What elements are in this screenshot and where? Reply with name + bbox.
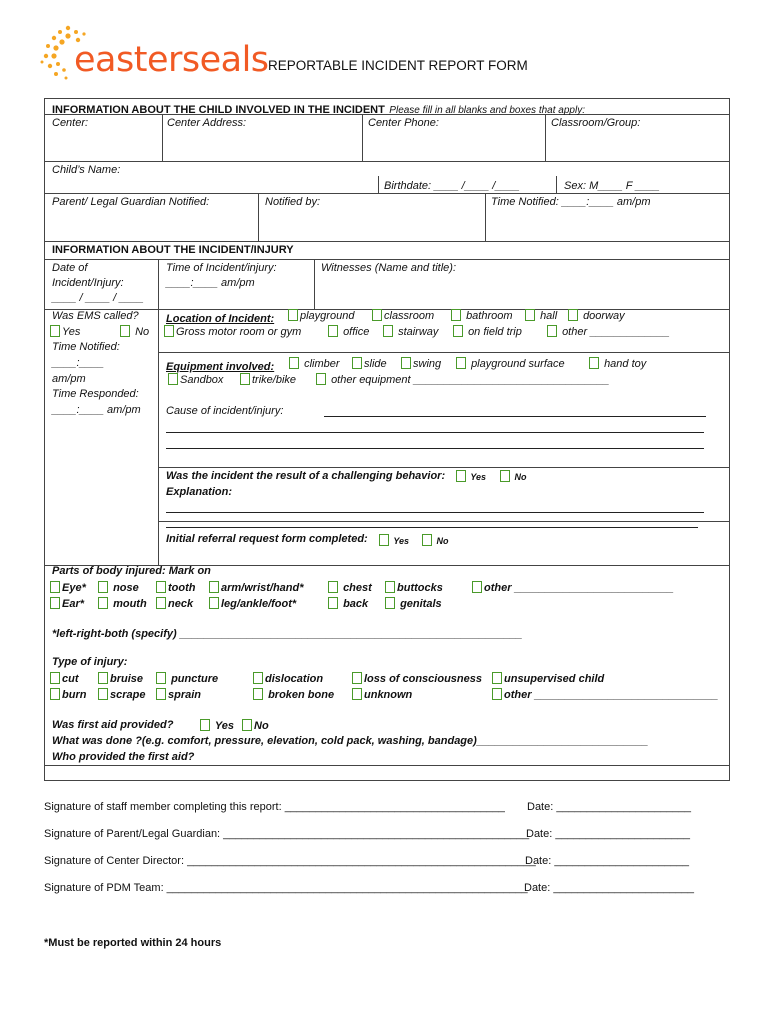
loc-field-trip-option[interactable]: on field trip (453, 325, 522, 338)
ems-time-notified-label: Time Notified: (52, 341, 120, 353)
explanation-label: Explanation: (166, 486, 233, 498)
eq-trike-option[interactable]: trike/bike (240, 373, 296, 386)
injury-other-option[interactable]: other ______________________________ (492, 688, 718, 701)
cause-line[interactable] (166, 448, 704, 449)
grid-rule (44, 259, 730, 260)
eq-hand-toy-option[interactable]: hand toy (589, 357, 646, 370)
checkbox-icon[interactable] (451, 309, 461, 321)
referral-question: Initial referral request form completed: (166, 533, 368, 545)
checkbox-icon[interactable] (568, 309, 578, 321)
checkbox-icon[interactable] (253, 688, 263, 700)
checkbox-icon[interactable] (328, 325, 338, 337)
loc-classroom-option[interactable]: classroom (372, 309, 434, 322)
loc-doorway-option[interactable]: doorway (568, 309, 625, 322)
injury-bruise-option[interactable]: bruise (98, 672, 143, 685)
loc-hall-option[interactable]: hall (525, 309, 557, 322)
grid-rule (44, 193, 730, 194)
challenging-no-option[interactable]: No (500, 470, 527, 482)
classroom-field[interactable]: Classroom/Group: (551, 117, 641, 129)
grid-rule (556, 176, 557, 193)
grid-rule (44, 241, 730, 242)
injury-unknown-option[interactable]: unknown (352, 688, 412, 701)
checkbox-icon[interactable] (500, 470, 510, 482)
loc-other-option[interactable]: other _____________ (547, 325, 670, 338)
guardian-notified-field[interactable]: Parent/ Legal Guardian Notified: (52, 196, 210, 208)
injury-unsupervised-option[interactable]: unsupervised child (492, 672, 604, 685)
checkbox-icon[interactable] (289, 357, 299, 369)
checkbox-icon[interactable] (352, 688, 362, 700)
eq-slide-option[interactable]: slide (352, 357, 387, 370)
checkbox-icon[interactable] (328, 581, 338, 593)
explanation-line[interactable] (166, 512, 704, 513)
date-label-2: Incident/Injury: (52, 277, 124, 289)
grid-rule (158, 467, 730, 468)
explanation-line[interactable] (166, 527, 698, 528)
injury-broken-bone-option[interactable]: broken bone (253, 688, 334, 701)
who-provided-field[interactable]: Who provided the first aid? (52, 751, 195, 763)
ems-yes-option[interactable]: Yes (50, 325, 80, 338)
body-leg-option[interactable]: leg/ankle/foot* (209, 597, 296, 610)
signature-guardian[interactable]: Signature of Parent/Legal Guardian: __________________________________________________ (44, 828, 530, 840)
checkbox-icon[interactable] (472, 581, 482, 593)
injury-puncture-option[interactable]: puncture (156, 672, 218, 685)
injury-type-label: Type of injury: (52, 656, 128, 668)
checkbox-icon[interactable] (456, 357, 466, 369)
checkbox-icon[interactable] (525, 309, 535, 321)
date-label: Date of (52, 262, 88, 274)
checkbox-icon[interactable] (352, 357, 362, 369)
ems-called-label: Was EMS called? (52, 310, 139, 322)
checkbox-icon[interactable] (385, 597, 395, 609)
checkbox-icon[interactable] (209, 597, 219, 609)
checkbox-icon[interactable] (352, 672, 362, 684)
checkbox-icon[interactable] (379, 534, 389, 546)
time-incident-label: Time of Incident/injury: (166, 262, 277, 274)
body-buttocks-option[interactable]: buttocks (385, 581, 443, 594)
injury-burn-option[interactable]: burn (50, 688, 86, 701)
injury-dislocation-option[interactable]: dislocation (253, 672, 323, 685)
checkbox-icon[interactable] (253, 672, 263, 684)
checkbox-icon[interactable] (120, 325, 130, 337)
checkbox-icon[interactable] (240, 373, 250, 385)
grid-rule (162, 114, 163, 161)
checkbox-icon[interactable] (98, 597, 108, 609)
checkbox-icon[interactable] (453, 325, 463, 337)
checkbox-icon[interactable] (156, 672, 166, 684)
signature-guardian-date[interactable]: Date: ______________________ (526, 828, 690, 840)
cause-line[interactable] (324, 416, 706, 417)
incident-section-heading: INFORMATION ABOUT THE INCIDENT/INJURY (52, 244, 294, 256)
grid-rule (158, 309, 159, 565)
body-ear-option[interactable]: Ear* (50, 597, 84, 610)
child-section-heading: INFORMATION ABOUT THE CHILD INVOLVED IN THE INCIDENT (52, 104, 385, 116)
checkbox-icon[interactable] (422, 534, 432, 546)
center-address-field[interactable]: Center Address: (167, 117, 247, 129)
checkbox-icon[interactable] (547, 325, 557, 337)
eq-swing-option[interactable]: swing (401, 357, 441, 370)
form-title: REPORTABLE INCIDENT REPORT FORM (268, 58, 528, 73)
signature-pdm[interactable]: Signature of PDM Team: ___________________________________________________________ (44, 882, 528, 894)
challenging-question: Was the incident the result of a challenging behavior: (166, 470, 446, 482)
checkbox-icon[interactable] (328, 597, 338, 609)
checkbox-icon[interactable] (50, 688, 60, 700)
body-eye-option[interactable]: Eye* (50, 581, 86, 594)
checkbox-icon[interactable] (98, 581, 108, 593)
checkbox-icon[interactable] (164, 325, 174, 337)
grid-rule (362, 114, 363, 161)
checkbox-icon[interactable] (156, 688, 166, 700)
grid-rule (314, 259, 315, 309)
injury-sprain-option[interactable]: sprain (156, 688, 201, 701)
signature-staff[interactable]: Signature of staff member completing this report: ____________________________________ (44, 801, 505, 813)
loc-bathroom-option[interactable]: bathroom (451, 309, 513, 322)
cause-label: Cause of incident/injury: (166, 405, 284, 417)
grid-rule (44, 765, 730, 766)
equipment-label: Equipment involved: (166, 361, 275, 373)
center-phone-field[interactable]: Center Phone: (368, 117, 439, 129)
body-mouth-option[interactable]: mouth (98, 597, 147, 610)
eq-sandbox-option[interactable]: Sandbox (168, 373, 223, 386)
checkbox-icon[interactable] (200, 719, 210, 731)
signature-director[interactable]: Signature of Center Director: _________________________________________________________ (44, 855, 536, 867)
loc-gross-motor-option[interactable]: Gross motor room or gym (164, 325, 301, 338)
ems-no-option[interactable]: No (120, 325, 149, 338)
body-arm-option[interactable]: arm/wrist/hand* (209, 581, 304, 594)
referral-yes-option[interactable]: Yes (379, 534, 409, 546)
body-back-option[interactable]: back (328, 597, 368, 610)
grid-rule (158, 259, 159, 309)
injury-loss-option[interactable]: loss of consciousness (352, 672, 482, 685)
checkbox-icon[interactable] (156, 597, 166, 609)
checkbox-icon[interactable] (168, 373, 178, 385)
grid-rule (545, 114, 546, 161)
checkbox-icon[interactable] (98, 672, 108, 684)
challenging-yes-option[interactable]: Yes (456, 470, 486, 482)
date-field[interactable]: ____ / ____ / ____ (52, 292, 144, 304)
checkbox-icon[interactable] (50, 325, 60, 337)
signature-director-date[interactable]: Date: ______________________ (525, 855, 689, 867)
body-chest-option[interactable]: chest (328, 581, 372, 594)
grid-rule (158, 521, 730, 522)
checkbox-icon[interactable] (385, 581, 395, 593)
body-parts-label: Parts of body injured: Mark on (52, 565, 211, 577)
checkbox-icon[interactable] (98, 688, 108, 700)
checkbox-icon[interactable] (456, 470, 466, 482)
grid-rule (44, 161, 730, 162)
notified-by-field[interactable]: Notified by: (265, 196, 321, 208)
checkbox-icon[interactable] (589, 357, 599, 369)
loc-stairway-option[interactable]: stairway (383, 325, 438, 338)
ems-time-responded-label: Time Responded: (52, 388, 139, 400)
witnesses-field[interactable]: Witnesses (Name and title): (321, 262, 457, 274)
checkbox-icon[interactable] (50, 597, 60, 609)
body-nose-option[interactable]: nose (98, 581, 139, 594)
checkbox-icon[interactable] (316, 373, 326, 385)
checkbox-icon[interactable] (209, 581, 219, 593)
checkbox-icon[interactable] (50, 672, 60, 684)
checkbox-icon[interactable] (156, 581, 166, 593)
sex-field[interactable]: Sex: M____ F ____ (564, 180, 660, 192)
referral-no-option[interactable]: No (422, 534, 449, 546)
body-neck-option[interactable]: neck (156, 597, 193, 610)
grid-rule (485, 193, 486, 241)
injury-cut-option[interactable]: cut (50, 672, 79, 685)
cause-line[interactable] (166, 432, 704, 433)
first-aid-yes-option[interactable]: Yes (200, 719, 234, 732)
grid-rule (258, 193, 259, 241)
checkbox-icon[interactable] (242, 719, 252, 731)
body-tooth-option[interactable]: tooth (156, 581, 195, 594)
checkbox-icon[interactable] (492, 688, 502, 700)
location-label: Location of Incident: (166, 313, 275, 325)
first-aid-no-option[interactable]: No (242, 719, 269, 732)
child-name-field[interactable]: Child’s Name: (52, 164, 121, 176)
checkbox-icon[interactable] (401, 357, 411, 369)
checkbox-icon[interactable] (383, 325, 393, 337)
center-field[interactable]: Center: (52, 117, 89, 129)
ems-ampm: am/pm (52, 373, 86, 385)
body-genitals-option[interactable]: genitals (385, 597, 442, 610)
signature-pdm-date[interactable]: Date: _______________________ (524, 882, 695, 894)
logo-wordmark: easterseals (74, 40, 269, 80)
what-done-field[interactable]: What was done ?(e.g. comfort, pressure, elevation, cold pack, washing, bandage)____________________________ (52, 735, 649, 747)
checkbox-icon[interactable] (288, 309, 298, 321)
loc-office-option[interactable]: office (328, 325, 369, 338)
grid-rule (158, 352, 730, 353)
signature-staff-date[interactable]: Date: ______________________ (527, 801, 691, 813)
injury-scrape-option[interactable]: scrape (98, 688, 145, 701)
child-section-instruction: Please fill in all blanks and boxes that apply: (389, 105, 585, 116)
checkbox-icon[interactable] (50, 581, 60, 593)
birthdate-field[interactable]: Birthdate: ____ /____ /____ (384, 180, 520, 192)
body-other-option[interactable]: other __________________________ (472, 581, 674, 594)
time-incident-field[interactable]: ____:____ am/pm (166, 277, 255, 289)
time-notified-field[interactable]: Time Notified: ____:____ am/pm (491, 196, 651, 208)
checkbox-icon[interactable] (372, 309, 382, 321)
ems-time-responded-field[interactable]: ____:____ am/pm (52, 404, 141, 416)
first-aid-question: Was first aid provided? (52, 719, 174, 731)
side-specify-field[interactable]: *left-right-both (specify) ________________________________________________________ (52, 628, 523, 640)
loc-playground-option[interactable]: playground (288, 309, 354, 322)
ems-time-notified-field[interactable]: ____:____ (52, 357, 104, 369)
checkbox-icon[interactable] (492, 672, 502, 684)
grid-rule (378, 176, 379, 193)
footer-note: *Must be reported within 24 hours (44, 937, 222, 949)
eq-climber-option[interactable]: climber (289, 357, 340, 370)
eq-playground-surface-option[interactable]: playground surface (456, 357, 565, 370)
eq-other-option[interactable]: other equipment ________________________________ (316, 373, 609, 386)
